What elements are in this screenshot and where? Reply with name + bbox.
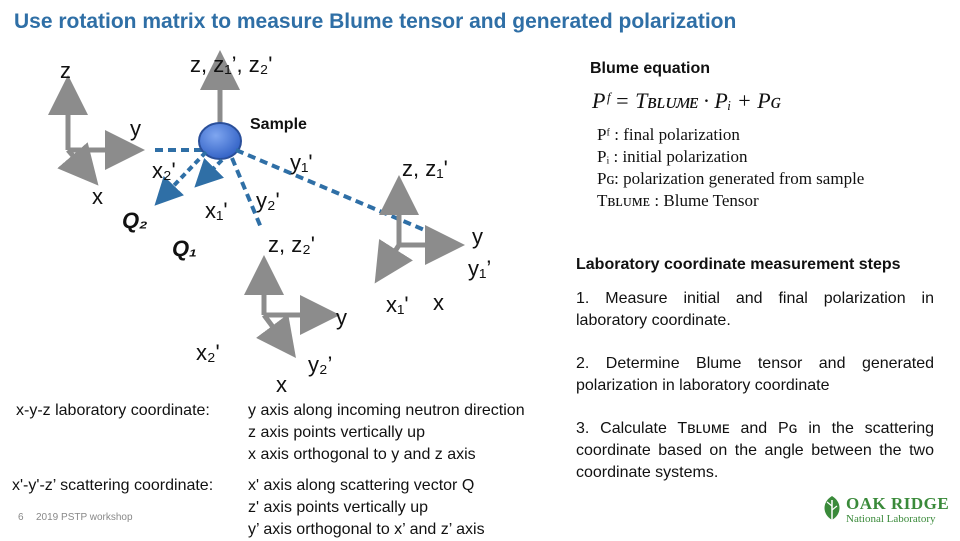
sample-label: Sample xyxy=(250,116,307,133)
frame1-z-label: z, z₁' xyxy=(402,156,448,181)
scat-coord-prefix: x'-y'-z’ scattering coordinate: xyxy=(12,477,214,494)
q2-label: Q₂ xyxy=(122,208,148,233)
frame2-y2-label: y₂’ xyxy=(308,352,333,377)
frame1-y-label: y xyxy=(472,224,483,249)
logo-main-text: OAK RIDGE xyxy=(846,494,950,513)
frame1-x-label: x xyxy=(433,290,444,315)
scattering-frame-1 xyxy=(380,185,455,275)
step-2: 2. Determine Blume tensor and generated polarization in laboratory coordinate xyxy=(576,355,934,394)
frame1-y1-label: y₁’ xyxy=(468,256,492,281)
lab-x-axis xyxy=(68,150,92,178)
def-final: Pᶠ : final polarization xyxy=(597,125,740,144)
lab-coord-line-1: y axis along incoming neutron direction xyxy=(248,402,525,419)
x1p-label: x₁' xyxy=(205,198,228,223)
lab-y-label: y xyxy=(130,116,141,141)
step-3: 3. Calculate Tʙʟᴜᴍᴇ and Pɢ in the scattering coordinate based on the angle between the two coordinate systems. xyxy=(576,420,934,481)
def-generated: Pɢ: polarization generated from sample xyxy=(597,169,865,188)
lab-coord-prefix: x-y-z laboratory coordinate: xyxy=(16,402,210,419)
scat-coord-line-3: y’ axis orthogonal to x’ and z’ axis xyxy=(248,521,485,538)
frame1-x1p-label: x₁' xyxy=(386,292,409,317)
steps-heading: Laboratory coordinate measurement steps xyxy=(576,256,901,273)
frame2-x2p-label: x₂' xyxy=(196,340,220,365)
logo-sub-text: National Laboratory xyxy=(846,513,936,525)
blume-equation: Pᶠ = Tʙʟᴜᴍᴇ · Pᵢ + Pɢ xyxy=(592,88,782,113)
blume-definitions xyxy=(597,124,864,212)
lab-coord-line-3: x axis orthogonal to y and z axis xyxy=(248,446,476,463)
y2p-label: y₂' xyxy=(256,188,280,213)
y1p-label: y₁' xyxy=(290,150,313,175)
frame2-y-label: y xyxy=(336,305,347,330)
x2p-label: x₂' xyxy=(152,158,176,183)
q1-label: Q₁ xyxy=(172,236,197,261)
frame2-z-label: z, z₂' xyxy=(268,232,315,257)
scat-coord-line-2: z' axis points vertically up xyxy=(248,499,429,516)
page-title: Use rotation matrix to measure Blume tensor and generated polarization xyxy=(14,10,737,33)
scattering-frame-2 xyxy=(264,265,330,350)
scat-coord-line-1: x' axis along scattering vector Q xyxy=(248,477,475,494)
ornl-leaf-logo xyxy=(825,496,840,520)
def-initial: Pᵢ : initial polarization xyxy=(597,147,748,166)
lab-z-label: z xyxy=(60,58,71,83)
lab-coord-line-2: z axis points vertically up xyxy=(248,424,425,441)
top-axes-label: z, z₁’, z₂' xyxy=(190,52,273,77)
lab-frame-axes xyxy=(68,85,135,178)
lab-x-label: x xyxy=(92,184,103,209)
step-1: 1. Measure initial and final polarization in laboratory coordinate. xyxy=(576,290,934,329)
q1-vector xyxy=(200,160,222,182)
blume-heading: Blume equation xyxy=(590,60,711,77)
def-tensor: Tʙʟᴜᴍᴇ : Blume Tensor xyxy=(597,191,759,210)
frame2-x-label: x xyxy=(276,372,287,397)
workshop-label: 2019 PSTP workshop xyxy=(36,512,133,523)
page-number: 6 xyxy=(18,512,24,523)
